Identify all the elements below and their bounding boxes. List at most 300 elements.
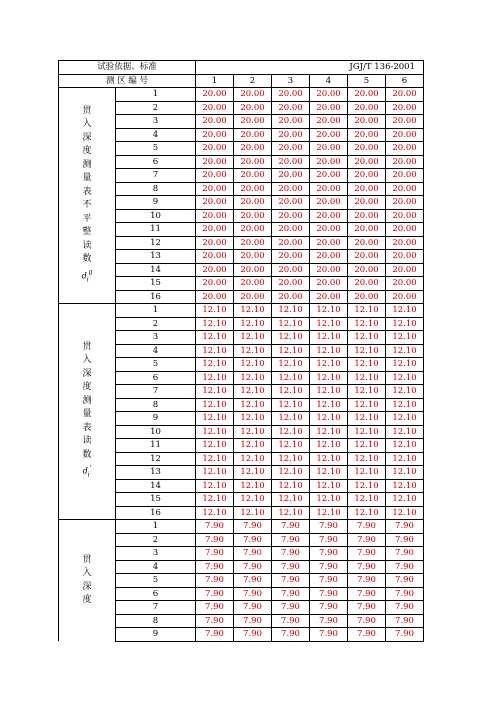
reading-cell[interactable]: 20.00 bbox=[310, 277, 348, 291]
reading-cell[interactable]: 12.10 bbox=[386, 439, 424, 453]
reading-cell[interactable]: 20.00 bbox=[348, 290, 386, 304]
reading-cell[interactable]: 7.90 bbox=[348, 547, 386, 561]
reading-cell[interactable]: 20.00 bbox=[386, 169, 424, 183]
reading-cell[interactable]: 12.10 bbox=[196, 344, 234, 358]
reading-cell[interactable]: 12.10 bbox=[348, 479, 386, 493]
reading-cell[interactable]: 12.10 bbox=[310, 317, 348, 331]
reading-cell[interactable]: 12.10 bbox=[310, 358, 348, 372]
reading-cell[interactable]: 20.00 bbox=[386, 209, 424, 223]
reading-cell[interactable]: 12.10 bbox=[310, 398, 348, 412]
reading-cell[interactable]: 7.90 bbox=[196, 587, 234, 601]
symbol-base: d bbox=[81, 271, 87, 281]
zone-number: 3 bbox=[272, 74, 310, 88]
zone-number: 2 bbox=[234, 74, 272, 88]
row-number: 2 bbox=[116, 101, 196, 115]
reading-cell[interactable]: 12.10 bbox=[234, 452, 272, 466]
reading-cell[interactable]: 20.00 bbox=[386, 277, 424, 291]
reading-cell[interactable]: 20.00 bbox=[272, 128, 310, 142]
label-char: 测 bbox=[82, 395, 92, 406]
reading-cell[interactable]: 12.10 bbox=[272, 479, 310, 493]
reading-cell[interactable]: 7.90 bbox=[348, 574, 386, 588]
label-char: 深 bbox=[82, 132, 92, 143]
reading-cell[interactable]: 12.10 bbox=[196, 317, 234, 331]
reading-cell[interactable]: 7.90 bbox=[272, 547, 310, 561]
row-number: 3 bbox=[116, 331, 196, 345]
row-number: 16 bbox=[116, 506, 196, 520]
row-number: 3 bbox=[116, 115, 196, 129]
label-char: 深 bbox=[82, 581, 92, 592]
reading-cell[interactable]: 12.10 bbox=[272, 412, 310, 426]
reading-cell[interactable]: 12.10 bbox=[310, 479, 348, 493]
reading-cell[interactable]: 20.00 bbox=[196, 263, 234, 277]
label-char: 深 bbox=[82, 368, 92, 379]
reading-cell[interactable]: 7.90 bbox=[310, 560, 348, 574]
label-char: 量 bbox=[82, 409, 92, 420]
row-number: 7 bbox=[116, 385, 196, 399]
reading-cell[interactable]: 12.10 bbox=[310, 385, 348, 399]
reading-cell[interactable]: 12.10 bbox=[310, 331, 348, 345]
label-char: 读 bbox=[82, 436, 92, 447]
reading-cell[interactable]: 20.00 bbox=[348, 196, 386, 210]
reading-cell[interactable]: 12.10 bbox=[234, 398, 272, 412]
reading-cell[interactable]: 20.00 bbox=[310, 115, 348, 129]
row-number: 4 bbox=[116, 128, 196, 142]
reading-cell[interactable]: 12.10 bbox=[196, 506, 234, 520]
reading-cell[interactable]: 20.00 bbox=[234, 155, 272, 169]
reading-cell[interactable]: 20.00 bbox=[348, 101, 386, 115]
reading-cell[interactable]: 20.00 bbox=[234, 88, 272, 102]
label-char: 度 bbox=[82, 382, 92, 393]
reading-cell[interactable]: 20.00 bbox=[234, 101, 272, 115]
reading-cell[interactable]: 12.10 bbox=[386, 371, 424, 385]
reading-cell[interactable]: 12.10 bbox=[348, 506, 386, 520]
group-label-3 bbox=[59, 520, 116, 642]
row-number: 9 bbox=[116, 196, 196, 210]
reading-cell[interactable]: 7.90 bbox=[272, 574, 310, 588]
reading-cell[interactable]: 20.00 bbox=[310, 128, 348, 142]
reading-cell[interactable]: 7.90 bbox=[310, 587, 348, 601]
reading-cell[interactable]: 20.00 bbox=[310, 169, 348, 183]
reading-cell[interactable]: 12.10 bbox=[196, 304, 234, 318]
reading-cell[interactable]: 20.00 bbox=[386, 88, 424, 102]
reading-cell[interactable]: 12.10 bbox=[310, 371, 348, 385]
label-char: 测 bbox=[82, 159, 92, 170]
reading-cell[interactable]: 20.00 bbox=[348, 155, 386, 169]
reading-cell[interactable]: 12.10 bbox=[310, 304, 348, 318]
reading-cell[interactable]: 12.10 bbox=[386, 425, 424, 439]
reading-cell[interactable]: 20.00 bbox=[348, 277, 386, 291]
reading-cell[interactable]: 7.90 bbox=[196, 520, 234, 534]
reading-cell[interactable]: 7.90 bbox=[386, 614, 424, 628]
reading-cell[interactable]: 20.00 bbox=[234, 250, 272, 264]
reading-cell[interactable]: 20.00 bbox=[348, 115, 386, 129]
reading-cell[interactable]: 7.90 bbox=[348, 601, 386, 615]
reading-cell[interactable]: 20.00 bbox=[386, 101, 424, 115]
reading-cell[interactable]: 7.90 bbox=[234, 560, 272, 574]
reading-cell[interactable]: 12.10 bbox=[234, 439, 272, 453]
label-char: 表 bbox=[82, 422, 92, 433]
reading-cell[interactable]: 12.10 bbox=[272, 398, 310, 412]
reading-cell[interactable]: 12.10 bbox=[272, 344, 310, 358]
reading-cell[interactable]: 20.00 bbox=[386, 115, 424, 129]
reading-cell[interactable]: 20.00 bbox=[234, 236, 272, 250]
reading-cell[interactable]: 20.00 bbox=[310, 250, 348, 264]
label-char: 入 bbox=[82, 568, 92, 578]
row-number: 6 bbox=[116, 587, 196, 601]
reading-cell[interactable]: 12.10 bbox=[196, 452, 234, 466]
reading-cell[interactable]: 12.10 bbox=[386, 385, 424, 399]
reading-cell[interactable]: 20.00 bbox=[310, 263, 348, 277]
reading-cell[interactable]: 7.90 bbox=[386, 547, 424, 561]
reading-cell[interactable]: 20.00 bbox=[348, 88, 386, 102]
reading-cell[interactable]: 20.00 bbox=[386, 142, 424, 156]
reading-cell[interactable]: 20.00 bbox=[348, 128, 386, 142]
row-number: 5 bbox=[116, 358, 196, 372]
reading-cell[interactable]: 20.00 bbox=[234, 142, 272, 156]
label-char: 不 bbox=[82, 200, 92, 211]
reading-cell[interactable]: 20.00 bbox=[272, 115, 310, 129]
reading-cell[interactable]: 12.10 bbox=[272, 331, 310, 345]
reading-cell[interactable]: 12.10 bbox=[348, 358, 386, 372]
reading-cell[interactable]: 20.00 bbox=[196, 142, 234, 156]
reading-cell[interactable]: 7.90 bbox=[196, 547, 234, 561]
reading-cell[interactable]: 7.90 bbox=[386, 601, 424, 615]
row-number: 4 bbox=[116, 344, 196, 358]
reading-cell[interactable]: 12.10 bbox=[348, 331, 386, 345]
reading-cell[interactable]: 20.00 bbox=[272, 277, 310, 291]
reading-cell[interactable]: 20.00 bbox=[386, 223, 424, 237]
reading-cell[interactable]: 7.90 bbox=[272, 520, 310, 534]
reading-cell[interactable]: 7.90 bbox=[348, 533, 386, 547]
reading-cell[interactable]: 20.00 bbox=[272, 290, 310, 304]
reading-cell[interactable]: 20.00 bbox=[234, 115, 272, 129]
symbol-superscript: 0 bbox=[88, 269, 93, 277]
reading-cell[interactable]: 12.10 bbox=[386, 479, 424, 493]
reading-cell[interactable]: 7.90 bbox=[272, 560, 310, 574]
reading-cell[interactable]: 12.10 bbox=[348, 304, 386, 318]
reading-cell[interactable]: 12.10 bbox=[348, 385, 386, 399]
reading-cell[interactable]: 20.00 bbox=[196, 182, 234, 196]
reading-cell[interactable]: 12.10 bbox=[234, 371, 272, 385]
reading-cell[interactable]: 20.00 bbox=[234, 277, 272, 291]
reading-cell[interactable]: 7.90 bbox=[310, 628, 348, 642]
header-row-basis bbox=[59, 61, 424, 75]
reading-cell[interactable]: 12.10 bbox=[310, 493, 348, 507]
reading-cell[interactable]: 20.00 bbox=[348, 209, 386, 223]
reading-cell[interactable]: 12.10 bbox=[196, 439, 234, 453]
reading-cell[interactable]: 20.00 bbox=[234, 182, 272, 196]
reading-cell[interactable]: 7.90 bbox=[310, 614, 348, 628]
reading-cell[interactable]: 12.10 bbox=[348, 439, 386, 453]
label-char: 表 bbox=[82, 186, 92, 197]
reading-cell[interactable]: 20.00 bbox=[272, 196, 310, 210]
reading-cell[interactable]: 20.00 bbox=[386, 155, 424, 169]
reading-cell[interactable]: 20.00 bbox=[348, 223, 386, 237]
reading-cell[interactable]: 12.10 bbox=[234, 304, 272, 318]
reading-cell[interactable]: 12.10 bbox=[310, 466, 348, 480]
reading-cell[interactable]: 12.10 bbox=[234, 412, 272, 426]
reading-cell[interactable]: 20.00 bbox=[348, 236, 386, 250]
reading-cell[interactable]: 20.00 bbox=[234, 196, 272, 210]
reading-cell[interactable]: 7.90 bbox=[234, 587, 272, 601]
reading-cell[interactable]: 7.90 bbox=[272, 614, 310, 628]
reading-cell[interactable]: 12.10 bbox=[386, 331, 424, 345]
reading-cell[interactable]: 12.10 bbox=[386, 317, 424, 331]
penetration-depth-table bbox=[58, 60, 424, 642]
reading-cell[interactable]: 7.90 bbox=[386, 574, 424, 588]
reading-cell[interactable]: 12.10 bbox=[310, 506, 348, 520]
reading-cell[interactable]: 12.10 bbox=[386, 344, 424, 358]
reading-cell[interactable]: 12.10 bbox=[234, 358, 272, 372]
reading-cell[interactable]: 12.10 bbox=[348, 412, 386, 426]
reading-cell[interactable]: 7.90 bbox=[196, 614, 234, 628]
reading-cell[interactable]: 12.10 bbox=[386, 304, 424, 318]
reading-cell[interactable]: 20.00 bbox=[272, 88, 310, 102]
reading-cell[interactable]: 7.90 bbox=[272, 601, 310, 615]
symbol-subscript: i bbox=[87, 471, 90, 479]
reading-cell[interactable]: 12.10 bbox=[310, 452, 348, 466]
reading-cell[interactable]: 12.10 bbox=[272, 304, 310, 318]
reading-cell[interactable]: 12.10 bbox=[310, 425, 348, 439]
row-number: 2 bbox=[116, 317, 196, 331]
reading-cell[interactable]: 7.90 bbox=[310, 547, 348, 561]
reading-cell[interactable]: 12.10 bbox=[386, 398, 424, 412]
label-char: 贯 bbox=[82, 105, 92, 116]
reading-cell[interactable]: 12.10 bbox=[386, 506, 424, 520]
row-number: 10 bbox=[116, 425, 196, 439]
reading-cell[interactable]: 20.00 bbox=[386, 250, 424, 264]
reading-cell[interactable]: 7.90 bbox=[234, 614, 272, 628]
reading-cell[interactable]: 7.90 bbox=[272, 628, 310, 642]
reading-cell[interactable]: 7.90 bbox=[348, 520, 386, 534]
reading-cell[interactable]: 7.90 bbox=[196, 574, 234, 588]
reading-cell[interactable]: 12.10 bbox=[234, 479, 272, 493]
label-char: 数 bbox=[82, 449, 92, 460]
reading-cell[interactable]: 7.90 bbox=[196, 533, 234, 547]
reading-cell[interactable]: 20.00 bbox=[272, 223, 310, 237]
reading-cell[interactable]: 20.00 bbox=[272, 169, 310, 183]
reading-cell[interactable]: 20.00 bbox=[272, 209, 310, 223]
reading-cell[interactable]: 7.90 bbox=[196, 560, 234, 574]
reading-cell[interactable]: 20.00 bbox=[196, 88, 234, 102]
reading-cell[interactable]: 7.90 bbox=[348, 587, 386, 601]
reading-cell[interactable]: 20.00 bbox=[196, 169, 234, 183]
reading-cell[interactable]: 20.00 bbox=[272, 236, 310, 250]
reading-cell[interactable]: 20.00 bbox=[386, 290, 424, 304]
reading-cell[interactable]: 7.90 bbox=[386, 628, 424, 642]
reading-cell[interactable]: 20.00 bbox=[386, 236, 424, 250]
row-number: 9 bbox=[116, 628, 196, 642]
reading-cell[interactable]: 20.00 bbox=[348, 250, 386, 264]
reading-cell[interactable]: 20.00 bbox=[196, 128, 234, 142]
reading-cell[interactable]: 12.10 bbox=[272, 385, 310, 399]
reading-cell[interactable]: 20.00 bbox=[234, 169, 272, 183]
reading-cell[interactable]: 12.10 bbox=[234, 506, 272, 520]
label-char: 读 bbox=[82, 240, 92, 251]
reading-cell[interactable]: 7.90 bbox=[234, 547, 272, 561]
reading-cell[interactable]: 12.10 bbox=[234, 493, 272, 507]
reading-cell[interactable]: 12.10 bbox=[348, 398, 386, 412]
reading-cell[interactable]: 20.00 bbox=[272, 250, 310, 264]
reading-cell[interactable]: 7.90 bbox=[272, 533, 310, 547]
reading-cell[interactable]: 20.00 bbox=[310, 182, 348, 196]
row-number: 13 bbox=[116, 466, 196, 480]
reading-cell[interactable]: 12.10 bbox=[234, 385, 272, 399]
reading-cell[interactable]: 7.90 bbox=[386, 560, 424, 574]
reading-cell[interactable]: 7.90 bbox=[310, 601, 348, 615]
reading-cell[interactable]: 12.10 bbox=[234, 317, 272, 331]
row-number: 14 bbox=[116, 479, 196, 493]
reading-cell[interactable]: 20.00 bbox=[386, 196, 424, 210]
reading-cell[interactable]: 20.00 bbox=[196, 155, 234, 169]
reading-cell[interactable]: 20.00 bbox=[234, 223, 272, 237]
reading-cell[interactable]: 20.00 bbox=[234, 263, 272, 277]
reading-cell[interactable]: 12.10 bbox=[386, 452, 424, 466]
reading-cell[interactable]: 12.10 bbox=[348, 317, 386, 331]
reading-cell[interactable]: 20.00 bbox=[196, 196, 234, 210]
reading-cell[interactable]: 7.90 bbox=[310, 533, 348, 547]
reading-cell[interactable]: 12.10 bbox=[348, 425, 386, 439]
reading-cell[interactable]: 20.00 bbox=[196, 209, 234, 223]
reading-cell[interactable]: 12.10 bbox=[348, 452, 386, 466]
reading-cell[interactable]: 20.00 bbox=[196, 101, 234, 115]
group-label-2 bbox=[59, 304, 116, 520]
symbol-superscript: ' bbox=[89, 465, 92, 473]
row-number: 7 bbox=[116, 601, 196, 615]
reading-cell[interactable]: 12.10 bbox=[272, 358, 310, 372]
reading-cell[interactable]: 12.10 bbox=[386, 358, 424, 372]
reading-cell[interactable]: 7.90 bbox=[348, 628, 386, 642]
reading-cell[interactable]: 12.10 bbox=[348, 344, 386, 358]
reading-cell[interactable]: 20.00 bbox=[310, 155, 348, 169]
row-number: 11 bbox=[116, 223, 196, 237]
reading-cell[interactable]: 7.90 bbox=[310, 574, 348, 588]
reading-cell[interactable]: 7.90 bbox=[234, 628, 272, 642]
reading-cell[interactable]: 7.90 bbox=[348, 560, 386, 574]
reading-cell[interactable]: 20.00 bbox=[386, 128, 424, 142]
reading-cell[interactable]: 20.00 bbox=[196, 223, 234, 237]
reading-cell[interactable]: 12.10 bbox=[386, 493, 424, 507]
reading-cell[interactable]: 7.90 bbox=[310, 520, 348, 534]
reading-cell[interactable]: 12.10 bbox=[272, 466, 310, 480]
reading-cell[interactable]: 7.90 bbox=[196, 628, 234, 642]
reading-cell[interactable]: 20.00 bbox=[234, 209, 272, 223]
reading-cell[interactable]: 20.00 bbox=[196, 277, 234, 291]
reading-cell[interactable]: 12.10 bbox=[272, 371, 310, 385]
row-number: 4 bbox=[116, 560, 196, 574]
reading-cell[interactable]: 20.00 bbox=[310, 101, 348, 115]
reading-cell[interactable]: 12.10 bbox=[234, 466, 272, 480]
reading-cell[interactable]: 7.90 bbox=[234, 574, 272, 588]
reading-cell[interactable]: 20.00 bbox=[310, 236, 348, 250]
reading-cell[interactable]: 20.00 bbox=[386, 263, 424, 277]
reading-cell[interactable]: 7.90 bbox=[386, 520, 424, 534]
reading-cell[interactable]: 20.00 bbox=[196, 290, 234, 304]
reading-cell[interactable]: 20.00 bbox=[310, 196, 348, 210]
reading-cell[interactable]: 20.00 bbox=[272, 263, 310, 277]
reading-cell[interactable]: 7.90 bbox=[234, 601, 272, 615]
reading-cell[interactable]: 12.10 bbox=[272, 493, 310, 507]
reading-cell[interactable]: 20.00 bbox=[310, 142, 348, 156]
reading-cell[interactable]: 12.10 bbox=[196, 412, 234, 426]
reading-cell[interactable]: 12.10 bbox=[310, 439, 348, 453]
reading-cell[interactable]: 12.10 bbox=[196, 371, 234, 385]
reading-cell[interactable]: 12.10 bbox=[348, 371, 386, 385]
reading-cell[interactable]: 12.10 bbox=[196, 479, 234, 493]
reading-cell[interactable]: 20.00 bbox=[234, 290, 272, 304]
reading-cell[interactable]: 7.90 bbox=[348, 614, 386, 628]
table-row bbox=[59, 88, 424, 102]
reading-cell[interactable]: 20.00 bbox=[234, 128, 272, 142]
reading-cell[interactable]: 20.00 bbox=[196, 236, 234, 250]
label-char: 数 bbox=[82, 254, 92, 265]
reading-cell[interactable]: 12.10 bbox=[348, 466, 386, 480]
reading-cell[interactable]: 20.00 bbox=[348, 142, 386, 156]
reading-cell[interactable]: 12.10 bbox=[196, 385, 234, 399]
reading-cell[interactable]: 12.10 bbox=[196, 425, 234, 439]
reading-cell[interactable]: 20.00 bbox=[272, 101, 310, 115]
reading-cell[interactable]: 20.00 bbox=[272, 182, 310, 196]
reading-cell[interactable]: 20.00 bbox=[272, 155, 310, 169]
reading-cell[interactable]: 12.10 bbox=[234, 425, 272, 439]
reading-cell[interactable]: 7.90 bbox=[386, 587, 424, 601]
reading-cell[interactable]: 20.00 bbox=[310, 88, 348, 102]
reading-cell[interactable]: 12.10 bbox=[234, 331, 272, 345]
reading-cell[interactable]: 12.10 bbox=[196, 331, 234, 345]
reading-cell[interactable]: 20.00 bbox=[348, 263, 386, 277]
reading-cell[interactable]: 12.10 bbox=[272, 425, 310, 439]
reading-cell[interactable]: 20.00 bbox=[310, 290, 348, 304]
label-char: 入 bbox=[82, 355, 92, 366]
basis-value: JGJ/T 136-2001 bbox=[196, 61, 424, 75]
reading-cell[interactable]: 7.90 bbox=[234, 520, 272, 534]
symbol-base: d bbox=[82, 467, 88, 477]
reading-cell[interactable]: 12.10 bbox=[272, 439, 310, 453]
reading-cell[interactable]: 7.90 bbox=[234, 533, 272, 547]
row-number: 15 bbox=[116, 277, 196, 291]
group-symbol bbox=[59, 462, 115, 482]
reading-cell[interactable]: 20.00 bbox=[310, 209, 348, 223]
reading-cell[interactable]: 12.10 bbox=[196, 398, 234, 412]
reading-cell[interactable]: 12.10 bbox=[272, 506, 310, 520]
reading-cell[interactable]: 12.10 bbox=[386, 412, 424, 426]
row-number: 1 bbox=[116, 520, 196, 534]
row-number: 16 bbox=[116, 290, 196, 304]
reading-cell[interactable]: 20.00 bbox=[348, 182, 386, 196]
reading-cell[interactable]: 12.10 bbox=[348, 493, 386, 507]
reading-cell[interactable]: 20.00 bbox=[386, 182, 424, 196]
reading-cell[interactable]: 12.10 bbox=[272, 317, 310, 331]
zone-number: 4 bbox=[310, 74, 348, 88]
reading-cell[interactable]: 20.00 bbox=[196, 115, 234, 129]
label-char: 贯 bbox=[82, 554, 92, 565]
reading-cell[interactable]: 20.00 bbox=[310, 223, 348, 237]
reading-cell[interactable]: 12.10 bbox=[234, 344, 272, 358]
reading-cell[interactable]: 12.10 bbox=[386, 466, 424, 480]
reading-cell[interactable]: 20.00 bbox=[272, 142, 310, 156]
reading-cell[interactable]: 12.10 bbox=[272, 452, 310, 466]
reading-cell[interactable]: 12.10 bbox=[196, 466, 234, 480]
reading-cell[interactable]: 20.00 bbox=[348, 169, 386, 183]
reading-cell[interactable]: 20.00 bbox=[196, 250, 234, 264]
reading-cell[interactable]: 12.10 bbox=[196, 358, 234, 372]
reading-cell[interactable]: 12.10 bbox=[310, 412, 348, 426]
reading-cell[interactable]: 12.10 bbox=[310, 344, 348, 358]
reading-cell[interactable]: 12.10 bbox=[196, 493, 234, 507]
reading-cell[interactable]: 7.90 bbox=[196, 601, 234, 615]
reading-cell[interactable]: 7.90 bbox=[272, 587, 310, 601]
reading-cell[interactable]: 7.90 bbox=[386, 533, 424, 547]
